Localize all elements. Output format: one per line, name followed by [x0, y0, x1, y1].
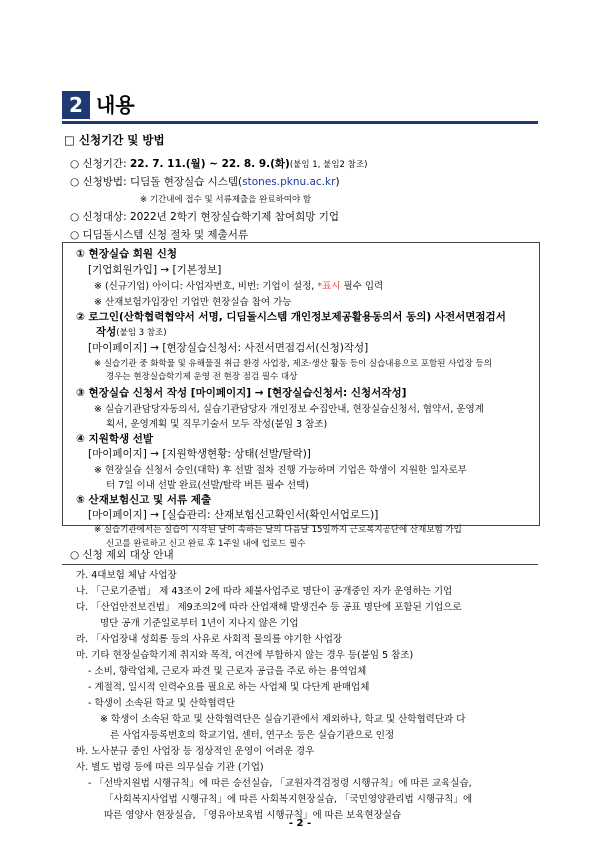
step1-note1 — [94, 278, 383, 292]
step1-note2: ※ 산재보험가입장인 기업만 현장실습 참여 가능 — [94, 297, 292, 308]
method-label: ○ 신청방법: 디딤돌 현장실습 시스템( — [70, 176, 243, 188]
exclusion-e3-note2: 른 사업자등록번호의 학교기업, 센터, 연구소 등은 실습기관으로 인정 — [110, 730, 395, 741]
exclusion-f: 바. 노사분규 중인 사업장 등 정상적인 운영이 어려운 경우 — [76, 746, 315, 757]
period-value: 22. 7. 11.(월) ~ 22. 8. 9.(화) — [129, 158, 290, 170]
step3-title: ③ 현장실습 신청서 작성 [마이페이지] → [현장실습신청서: 신청서작성] — [76, 387, 407, 399]
step1-path: [기업회원가입] → [기본정보] — [88, 264, 222, 276]
step4-note2: 터 7일 이내 선발 완료(선발/탈락 버튼 필수 선택) — [106, 480, 309, 491]
exclusion-e: 마. 기타 현장실습학기제 취지와 목적, 여건에 부합하지 않는 경우 등(붙임 5 참조) — [76, 650, 414, 661]
exclusion-g2: 「사회복지사업법 시행규칙」에 따른 사회복지현장실습, 「국민영양관리법 시행규칙」에 — [104, 794, 473, 805]
heading-period-method: □ 신청기간 및 방법 — [64, 133, 165, 147]
step2-title-cont — [96, 324, 167, 339]
period-label: ○ 신청기간: — [70, 158, 130, 170]
target-line: ○ 신청대상: 2022년 2학기 현장실습학기제 참여희망 기업 — [70, 211, 339, 223]
step2-title-cont-text: 작성 — [96, 326, 117, 338]
step5-note1: ※ 실습기관에서는 실습이 시작된 날이 속하는 달의 다음달 15일까지 근로복지공단에 산재보험 가입 — [94, 525, 462, 535]
system-link[interactable]: stones.pknu.ac.kr — [242, 176, 336, 188]
step1-title: ① 현장실습 회원 신청 — [76, 248, 178, 260]
page-number: - 2 - — [288, 818, 312, 829]
step3-note2: 획서, 운영계획 및 직무기술서 모두 작성(붙임 3 참조) — [106, 419, 328, 430]
exclusion-d: 라. 「사업장내 성희롱 등의 사유로 사회적 물의를 야기한 사업장 — [76, 634, 343, 645]
step4-path: [마이페이지] → [지원학생현황: 상태(선발/탈락)] — [88, 448, 311, 460]
exclusion-g: 사. 별도 법령 등에 따른 의무실습 기관 (기업) — [76, 762, 264, 773]
exclusion-b: 나. 「근로기준법」 제 43조이 2에 따라 체불사업주로 명단이 공개중인 자가 운영하는 기업 — [76, 586, 453, 597]
step4-note1: ※ 현장실습 신청서 승인(대학) 후 선발 절차 진행 가능하며 기업은 학생이 지원한 일자로부 — [94, 465, 467, 476]
method-line — [70, 174, 340, 189]
step2-path: [마이페이지] → [현장실습신청서: 사전서면점검서(신청)작성] — [88, 342, 369, 354]
exclusion-top-divider — [62, 564, 538, 565]
exclusion-g1: - 「선박지원법 시행규칙」에 따른 승선실습, 「교원자격검정령 시행규칙」에 따른 교육실습, — [88, 778, 472, 789]
exclusion-c1: 다. 「산업안전보건법」 제9조의2에 따라 산업재해 발생건수 등 공표 명단에 포함된 기업으로 — [76, 602, 462, 613]
step2-title: ② 로그인(산학협력협약서 서명, 디딤돌시스템 개인정보제공활용동의서 동의) 사전서면점검서 — [76, 311, 506, 323]
section-number-badge: 2 — [62, 91, 90, 119]
exclusion-c2: 명단 공개 기준일로부터 1년이 지나지 않은 기업 — [100, 618, 299, 629]
exclusion-e3: - 학생이 소속된 학교 및 산학협력단 — [88, 698, 236, 709]
method-close: ) — [335, 176, 340, 188]
exclusion-a: 가. 4대보험 체납 사업장 — [76, 570, 177, 581]
exclusion-g3: 따른 영양사 현장실습, 「영유아보육법 시행규칙」에 따른 보육현장실습 — [104, 810, 402, 821]
step3-note1: ※ 실습기관담당자동의서, 실습기관담당자 개인정보 수집안내, 현장실습신청서, 협약서, 운영계 — [94, 404, 484, 415]
required-mark-text: *표시 — [317, 281, 341, 292]
section-title: 내용 — [96, 93, 135, 117]
step1-note1-end: 필수 입력 — [340, 281, 384, 292]
period-line — [70, 156, 367, 171]
step4-title: ④ 지원학생 선발 — [76, 433, 154, 445]
exclusion-e3-note1: ※ 학생이 소속된 학교 및 산학협력단은 실습기관에서 제외하나, 학교 및 산학협력단과 다 — [100, 714, 466, 725]
procedure-line: ○ 디딤돌시스템 신청 절차 및 제출서류 — [70, 229, 248, 241]
exclusion-e1: - 소비, 향락업체, 근로자 파견 및 근로자 공급을 주로 하는 용역업체 — [88, 666, 367, 677]
method-note: ※ 기간내에 접수 및 서류제출을 완료하여야 함 — [140, 195, 312, 205]
step5-path: [마이페이지] → [실습관리: 산재보험신고확인서(확인서업로드)] — [88, 509, 379, 521]
step5-title: ⑤ 산재보험신고 및 서류 제출 — [76, 494, 212, 506]
title-underline — [62, 121, 538, 124]
exclusion-e2: - 계절적, 일시적 인력수요를 필요로 하는 사업체 및 다단계 판매업체 — [88, 682, 370, 693]
step5-note2: 신고를 완료하고 신고 완료 후 1주일 내에 업로드 필수 — [106, 539, 306, 549]
step2-note: (붙임 3 참조) — [116, 328, 167, 338]
step2-warning2: 경우는 현장실습학기제 운영 전 현장 점검 필수 대상 — [106, 372, 298, 382]
step2-warning1: ※ 실습기관 중 화학물 및 유해물질 취급 환경 사업장, 제조·생산 활동 등이 실습내용으로 포함된 사업장 등의 — [94, 359, 492, 369]
step1-note1-text: ※ (신규기업) 아이디: 사업자번호, 비번: 기업이 설정, — [94, 281, 318, 292]
exclusion-heading: ○ 신청 제외 대상 안내 — [70, 549, 174, 561]
period-note: (붙임 1, 붙임2 참조) — [289, 160, 368, 170]
